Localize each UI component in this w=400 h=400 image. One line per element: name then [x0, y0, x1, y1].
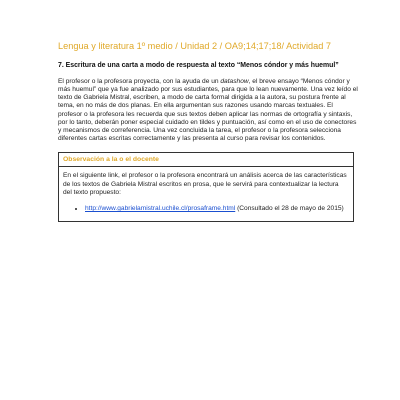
paragraph-italic-term: datashow — [220, 77, 249, 85]
document-page — [58, 40, 358, 222]
activity-title: 7. Escritura de una carta a modo de respuesta al texto “Menos cóndor y más huemul” — [58, 62, 339, 69]
reference-consulted-date: (Consultado el 28 de mayo de 2015) — [235, 205, 344, 213]
paragraph-start: El profesor o la profesora proyecta, con la ayuda de un — [58, 77, 221, 85]
teacher-note-title: Observación a la o el docente — [59, 153, 353, 167]
teacher-note-box — [58, 152, 354, 222]
page-header: Lengua y literatura 1º medio / Unidad 2 / OA9;14;17;18/ Actividad 7 — [58, 41, 332, 51]
teacher-note-body — [59, 167, 353, 221]
activity-paragraph — [58, 78, 358, 144]
teacher-note-list — [63, 205, 349, 213]
reference-link[interactable]: http://www.gabrielamistral.uchile.cl/prosaframe.html — [85, 205, 236, 213]
list-item — [85, 205, 349, 213]
teacher-note-text: En el siguiente link, el profesor o la profesora encontrará un análisis acerca de las características de los textos de Gabriela Mistral escritos en prosa, que le servirá para contextualizar la lectura del texto propuesto: — [63, 172, 347, 196]
paragraph-end: , el breve ensayo “Menos cóndor y más huemul” que ya fue analizado por sus estudiantes, para que lo lean nuevamente. Una vez leído el texto de Gabriela Mistral, escriben, a modo de carta formal dirigida a la autora, su postura frente al tema, en no más de dos planas. En ella argumentan sus razones usando marcas textuales. El profesor o la profesora les recuerda que sus textos deben aplicar las normas de ortografía y sintaxis, por lo tanto, deberán poner especial cuidado en tildes y puntuación, así como en el uso de conectores y mecanismos de correferencia. Una vez concluida la tarea, el profesor o la profesora selecciona diferentes cartas escritas correctamente y las presenta al curso para revisar los contenidos. — [58, 77, 358, 143]
